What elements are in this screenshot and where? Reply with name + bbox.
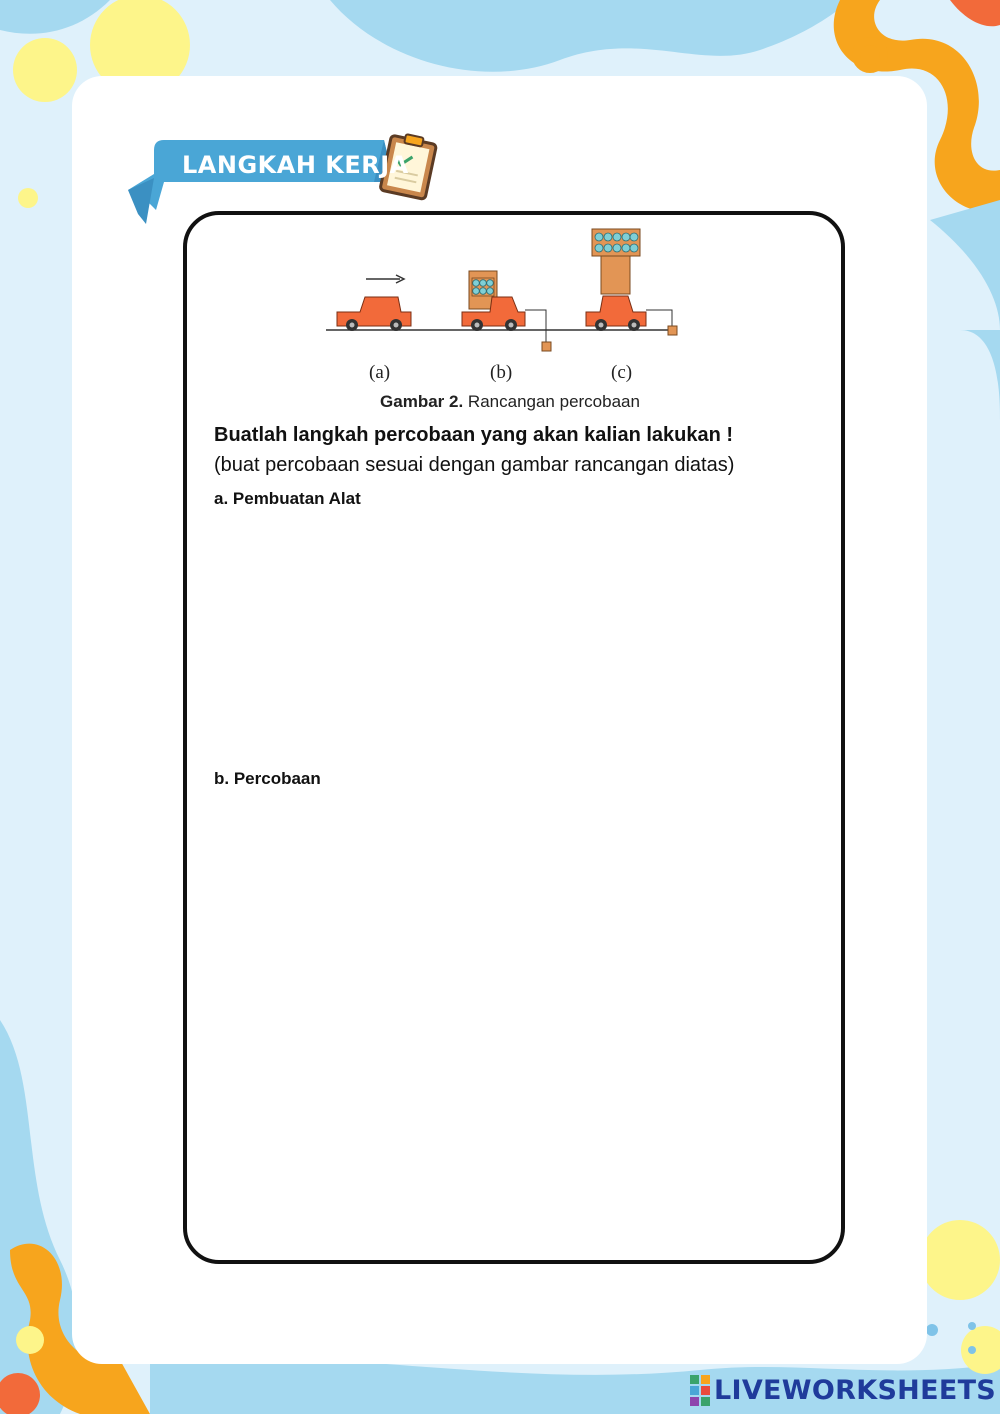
section-title: LANGKAH KERJA — [182, 151, 409, 179]
arrow-right-icon — [366, 275, 404, 283]
figure-caption-number: Gambar 2. — [380, 392, 464, 411]
section-label-percobaan: b. Percobaan — [214, 769, 321, 788]
figure-caption-text: Rancangan percobaan — [463, 392, 640, 411]
instruction-heading: Buatlah langkah percobaan yang akan kalian lakukan ! — [214, 424, 734, 446]
figure-label-a: (a) — [369, 362, 391, 383]
figure-caption — [250, 392, 770, 412]
figure-label-b: (b) — [490, 362, 513, 383]
figure-label-c: (c) — [611, 362, 633, 383]
car-b — [462, 271, 551, 351]
liveworksheets-logo-icon — [690, 1375, 710, 1406]
brand-name: LIVEWORKSHEETS — [714, 1374, 997, 1406]
car-c — [586, 229, 677, 335]
instruction-subheading: (buat percobaan sesuai dengan gambar rancangan diatas) — [214, 454, 735, 476]
section-label-pembuatan-alat: a. Pembuatan Alat — [214, 489, 361, 508]
liveworksheets-brand — [690, 1374, 996, 1406]
car-a — [337, 297, 411, 331]
